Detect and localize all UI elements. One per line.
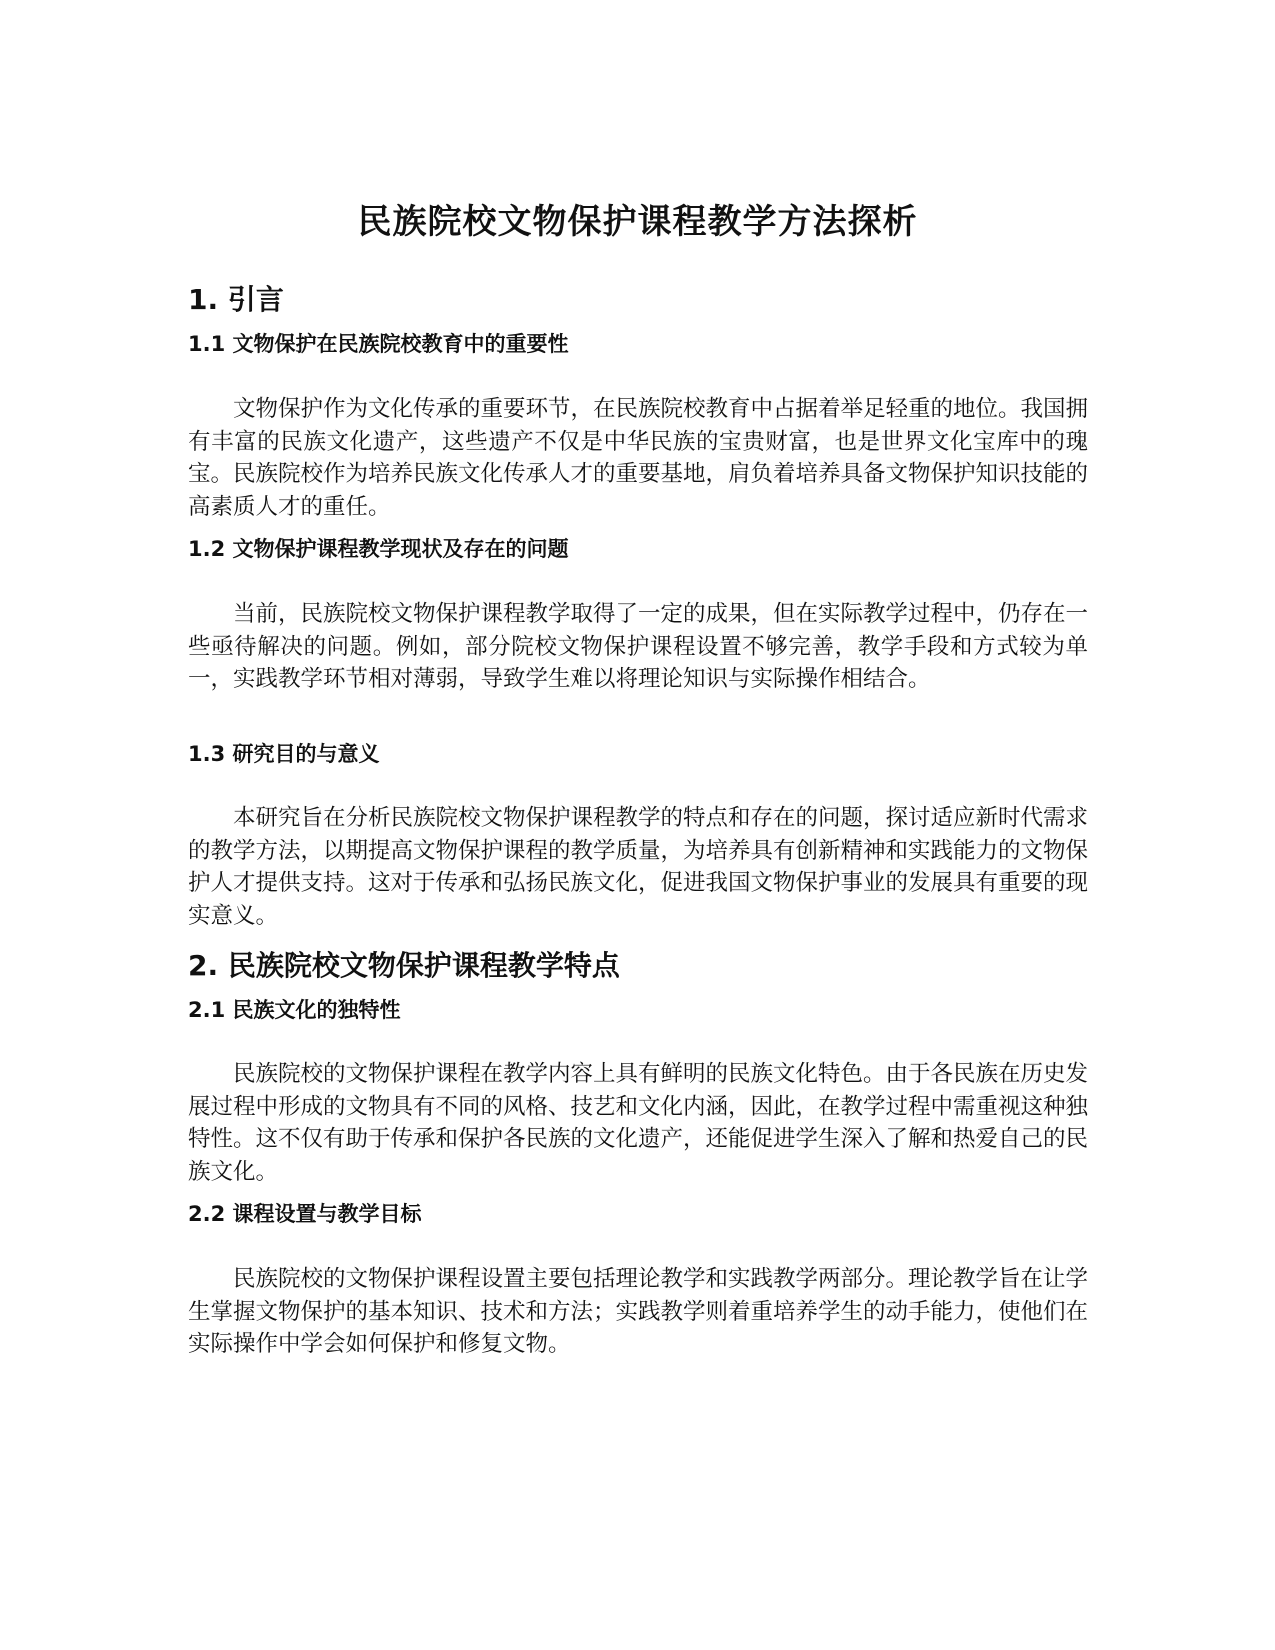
section-2-heading: 2. 民族院校文物保护课程教学特点 [188,949,620,982]
section-1-3-paragraph: 本研究旨在分析民族院校文物保护课程教学的特点和存在的问题，探讨适应新时代需求的教学方法，以期提高文物保护课程的教学质量，为培养具有创新精神和实践能力的文物保护人才提供支持。这对于传承和弘扬民族文化，促进我国文物保护事业的发展具有重要的现实意义。 [188,805,1089,929]
section-2-1-paragraph: 民族院校的文物保护课程在教学内容上具有鲜明的民族文化特色。由于各民族在历史发展过程中形成的文物具有不同的风格、技艺和文化内涵，因此，在教学过程中需重视这种独特性。这不仅有助于传承和保护各民族的文化遗产，还能促进学生深入了解和热爱自己的民族文化。 [188,1061,1089,1185]
section-1-2-heading: 1.2 文物保护课程教学现状及存在的问题 [188,537,569,561]
section-1-2-paragraph: 当前，民族院校文物保护课程教学取得了一定的成果，但在实际教学过程中，仍存在一些亟待解决的问题。例如，部分院校文物保护课程设置不够完善，教学手段和方式较为单一，实践教学环节相对薄弱，导致学生难以将理论知识与实际操作相结合。 [188,601,1089,692]
section-1-1-heading: 1.1 文物保护在民族院校教育中的重要性 [188,332,569,356]
section-1-heading: 1. 引言 [188,283,284,316]
section-1-1-paragraph: 文物保护作为文化传承的重要环节，在民族院校教育中占据着举足轻重的地位。我国拥有丰富的民族文化遗产，这些遗产不仅是中华民族的宝贵财富，也是世界文化宝库中的瑰宝。民族院校作为培养民族文化传承人才的重要基地，肩负着培养具备文物保护知识技能的高素质人才的重任。 [188,396,1089,520]
document-title: 民族院校文物保护课程教学方法探析 [357,202,918,242]
section-1-3-heading: 1.3 研究目的与意义 [188,742,380,766]
section-2-2-paragraph: 民族院校的文物保护课程设置主要包括理论教学和实践教学两部分。理论教学旨在让学生掌握文物保护的基本知识、技术和方法；实践教学则着重培养学生的动手能力，使他们在实际操作中学会如何保护和修复文物。 [188,1266,1089,1357]
section-2-2-heading: 2.2 课程设置与教学目标 [188,1202,422,1226]
section-2-1-heading: 2.1 民族文化的独特性 [188,998,401,1022]
